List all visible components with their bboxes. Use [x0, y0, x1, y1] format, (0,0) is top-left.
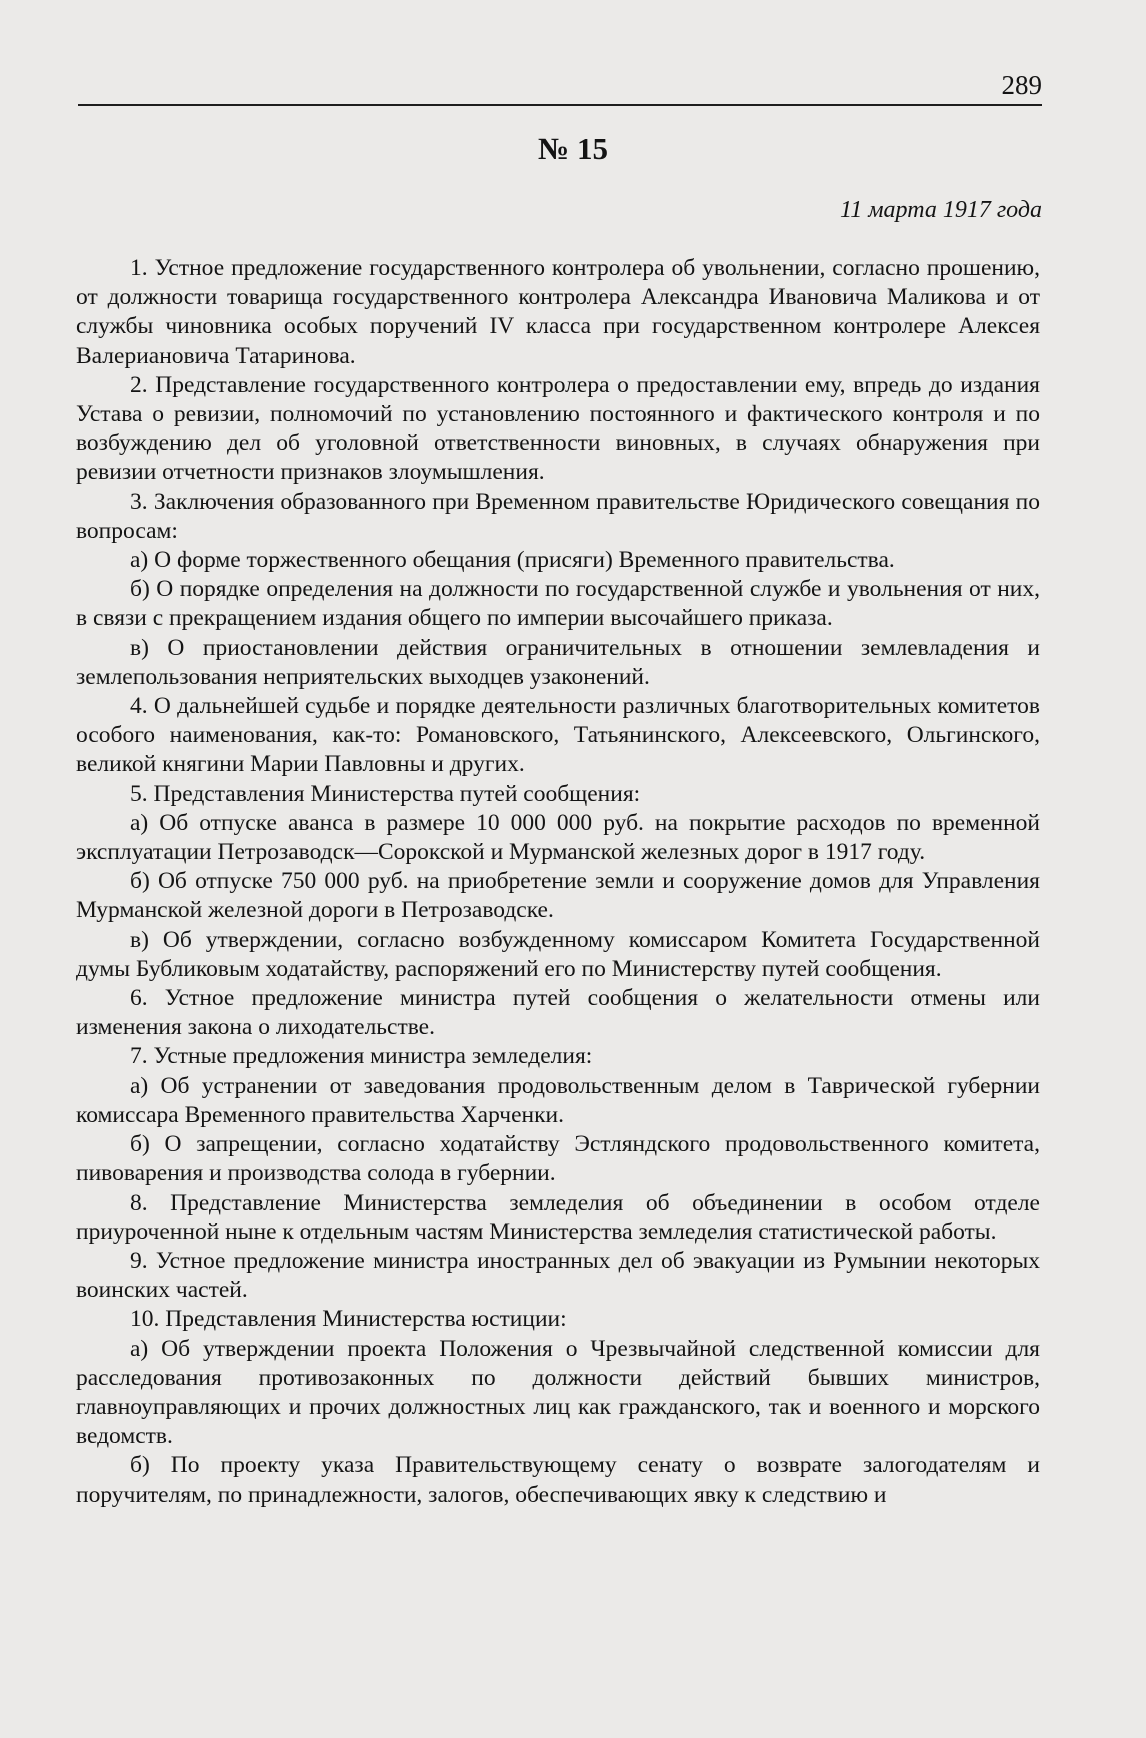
document-body: [76, 254, 1040, 1510]
paragraph-6: 6. Устное предложение министра путей сообщения о желательности отмены или изменения закона о лиходательстве.: [76, 985, 1040, 1041]
paragraph-4: 4. О дальнейшей судьбе и порядке деятельности различных благотворительных комитетов особого наименования, как-то: Романовского, Татьянинского, Алексеевского, Ольгинского, великой княгини Марии Павловны и других.: [76, 693, 1040, 778]
paragraph-8: 8. Представление Министерства земледелия об объединении в особом отделе приуроченной ныне к отдельным частям Министерства земледелия статистической работы.: [76, 1189, 1040, 1245]
paragraph-7b: б) О запрещении, согласно ходатайству Эстляндского продовольственного комитета, пивоварения и производства солода в губернии.: [76, 1131, 1040, 1187]
paragraph-1: 1. Устное предложение государственного контролера об увольнении, согласно прошению, от должности товарища государственного контролера Александра Ивановича Маликова и от службы чиновника особых поручений IV класса при государственном контролере Алексея Валериановича Татаринова.: [76, 255, 1040, 369]
paragraph-3b: б) О порядке определения на должности по государственной службе и увольнения от них, в связи с прекращением издания общего по империи высочайшего приказа.: [76, 576, 1040, 632]
document-date: 11 марта 1917 года: [839, 197, 1042, 223]
paragraph-2: 2. Представление государственного контролера о предоставлении ему, впредь до издания Устава о ревизии, полномочий по установлению постоянного и фактического контроля и по возбуждению дел об уголовной ответственности виновных, в случаях обнаружения при ревизии отчетности признаков злоумышления.: [76, 371, 1040, 486]
header-rule: [78, 104, 1042, 106]
document-number: № 15: [538, 131, 608, 166]
paragraph-9: 9. Устное предложение министра иностранных дел об эвакуации из Румынии некоторых воинских частей.: [76, 1247, 1040, 1304]
paragraph-5b: б) Об отпуске 750 000 руб. на приобретение земли и сооружение домов для Управления Мурманской железной дороги в Петрозаводске.: [76, 868, 1040, 924]
paragraph-7: 7. Устные предложения министра земледелия:: [130, 1043, 593, 1070]
paragraph-3: 3. Заключения образованного при Временном правительстве Юридического совещания по вопросам:: [76, 488, 1040, 544]
paragraph-5c: в) Об утверждении, согласно возбужденному комиссаром Комитета Государственной думы Бубликовым ходатайству, распоряжений его по Министерству путей сообщения.: [76, 926, 1040, 982]
paragraph-7a: а) Об устранении от заведования продовольственным делом в Таврической губернии комиссара Временного правительства Харченки.: [76, 1072, 1040, 1128]
paragraph-10: 10. Представления Министерства юстиции:: [130, 1306, 567, 1333]
paragraph-5: 5. Представления Министерства путей сообщения:: [130, 780, 641, 807]
paragraph-10b: б) По проекту указа Правительствующему сенату о возврате залогодателям и поручителям, по принадлежности, залогов, обеспечивающих явку к следствию и: [76, 1452, 1040, 1508]
paragraph-5a: а) Об отпуске аванса в размере 10 000 000 руб. на покрытие расходов по временной эксплуатации Петрозаводск—Сорокской и Мурманской железных дорог в 1917 году.: [76, 809, 1040, 866]
page-number: 289: [1001, 70, 1042, 100]
paragraph-3c: в) О приостановлении действия ограничительных в отношении землевладения и землепользования неприятельских выходцев узаконений.: [76, 634, 1040, 690]
paragraph-3a: а) О форме торжественного обещания (присяги) Временного правительства.: [130, 547, 895, 574]
paragraph-10a: а) Об утверждении проекта Положения о Чрезвычайной следственной комиссии для расследования противозаконных по должности действий бывших министров, главноуправляющих и прочих должностных лиц как гражданского, так и военного и морского ведомств.: [76, 1335, 1040, 1450]
